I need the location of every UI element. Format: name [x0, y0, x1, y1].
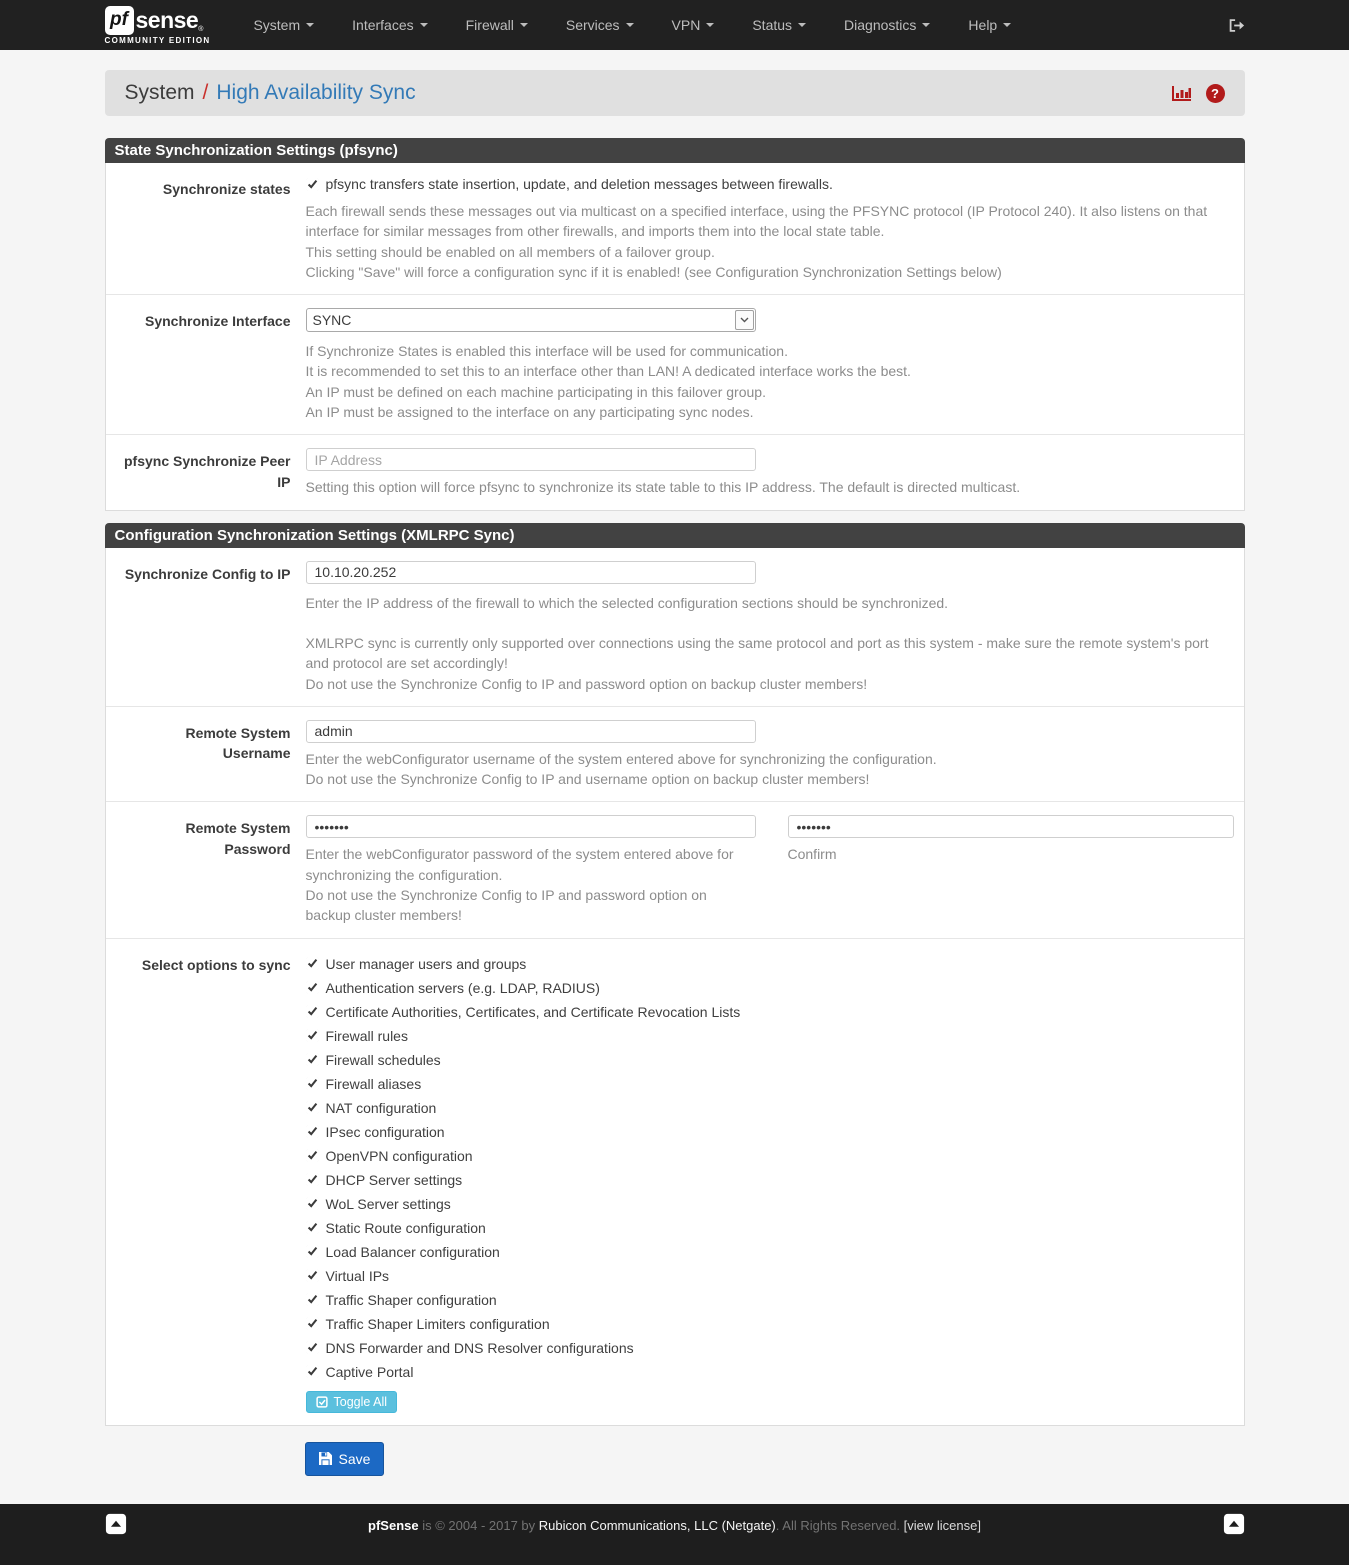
logout-icon[interactable]: [1227, 17, 1245, 34]
synchronize-interface-select[interactable]: [306, 308, 756, 332]
scroll-top-icon-left[interactable]: [105, 1513, 127, 1535]
chevron-down-icon: [922, 23, 930, 27]
pfsync-peer-ip-input[interactable]: [306, 448, 756, 471]
sync-option-load-balancer[interactable]: Load Balancer configuration: [306, 1240, 1234, 1264]
registered-mark: ®: [198, 25, 204, 33]
sync-option-checkbox[interactable]: [306, 1005, 319, 1018]
sync-option-checkbox[interactable]: [306, 1173, 319, 1186]
pfsync-panel: [105, 138, 1245, 511]
synchronize-states-row: [106, 163, 1244, 295]
save-button[interactable]: Save: [305, 1442, 385, 1476]
sync-option-firewall-schedules[interactable]: Firewall schedules: [306, 1048, 1234, 1072]
sync-option-traffic-shaper[interactable]: Traffic Shaper configuration: [306, 1288, 1234, 1312]
synchronize-interface-row: [106, 295, 1244, 435]
chevron-down-icon: [626, 23, 634, 27]
sync-option-checkbox[interactable]: [306, 1341, 319, 1354]
sync-option-dhcp[interactable]: DHCP Server settings: [306, 1168, 1234, 1192]
sync-option-user-manager[interactable]: User manager users and groups: [306, 952, 1234, 976]
confirm-label: Confirm: [787, 846, 837, 863]
status-graph-icon[interactable]: [1171, 84, 1192, 103]
remote-username-row: [106, 707, 1244, 803]
pfsync-peer-ip-row: [106, 435, 1244, 509]
floppy-disk-icon: [319, 1452, 332, 1465]
synchronize-states-checkbox-label[interactable]: pfsync transfers state insertion, update, and deletion messages between firewalls.: [306, 176, 1234, 192]
synchronize-states-checkbox[interactable]: [306, 178, 319, 191]
sync-option-firewall-rules[interactable]: Firewall rules: [306, 1024, 1234, 1048]
sync-option-checkbox[interactable]: [306, 1245, 319, 1258]
xmlrpc-panel: [105, 523, 1245, 1426]
sync-option-checkbox[interactable]: [306, 1149, 319, 1162]
sync-options-row: [106, 939, 1244, 1425]
sync-option-ipsec[interactable]: IPsec configuration: [306, 1120, 1234, 1144]
breadcrumb-separator: /: [202, 81, 209, 104]
sync-option-wol[interactable]: WoL Server settings: [306, 1192, 1234, 1216]
footer-company-link[interactable]: Rubicon Communications, LLC (Netgate): [538, 1517, 776, 1533]
pfsense-logo-pf: pf: [110, 9, 128, 30]
main-menu: [234, 0, 1030, 50]
help-text: Do not use the Synchronize Config to IP and username option on backup cluster members!: [305, 771, 870, 788]
nav-item-diagnostics[interactable]: Diagnostics: [825, 0, 949, 50]
sync-option-checkbox[interactable]: [306, 1293, 319, 1306]
sync-option-checkbox[interactable]: [306, 1317, 319, 1330]
breadcrumb: [105, 70, 1245, 116]
sync-option-checkbox[interactable]: [306, 981, 319, 994]
synchronize-interface-select-wrap: [306, 308, 756, 332]
sync-option-checkbox[interactable]: [306, 957, 319, 970]
help-text: Enter the IP address of the firewall to which the selected configuration sections should be synchronized.: [305, 594, 949, 611]
sync-option-firewall-aliases[interactable]: Firewall aliases: [306, 1072, 1234, 1096]
page-title[interactable]: High Availability Sync: [216, 81, 416, 104]
pfsense-logo[interactable]: [105, 6, 211, 45]
synchronize-states-label: Synchronize states: [162, 181, 291, 197]
chevron-down-icon: [1003, 23, 1011, 27]
remote-password-input[interactable]: [306, 815, 756, 838]
chevron-down-icon: [306, 23, 314, 27]
help-text: Setting this option will force pfsync to synchronize its state table to this IP address. The default is directed multicast.: [305, 479, 1021, 496]
scroll-top-icon-right[interactable]: [1223, 1513, 1245, 1535]
sync-option-checkbox[interactable]: [306, 1269, 319, 1282]
sync-option-certificates[interactable]: Certificate Authorities, Certificates, and Certificate Revocation Lists: [306, 1000, 1234, 1024]
sync-option-checkbox[interactable]: [306, 1101, 319, 1114]
help-text: It is recommended to set this to an interface other than LAN! A dedicated interface works the best.: [305, 363, 911, 380]
help-text: Enter the webConfigurator password of the system entered above for synchronizing the configuration.: [305, 846, 734, 883]
pfsense-logo-sense: sense: [135, 6, 199, 33]
help-icon[interactable]: ?: [1206, 84, 1225, 103]
nav-item-services[interactable]: Services: [547, 0, 653, 50]
sync-options-label: Select options to sync: [141, 956, 291, 973]
remote-password-label: Remote System Password: [185, 820, 291, 857]
help-text: If Synchronize States is enabled this interface will be used for communication.: [305, 343, 788, 360]
xmlrpc-panel-title: Configuration Synchronization Settings (XMLRPC Sync): [105, 523, 1245, 548]
nav-item-interfaces[interactable]: Interfaces: [333, 0, 446, 50]
sync-option-captive-portal[interactable]: Captive Portal: [306, 1360, 1234, 1384]
help-text: An IP must be assigned to the interface on any participating sync nodes.: [305, 404, 754, 421]
sync-option-checkbox[interactable]: [306, 1221, 319, 1234]
sync-option-openvpn[interactable]: OpenVPN configuration: [306, 1144, 1234, 1168]
help-text: XMLRPC sync is currently only supported over connections using the same protocol and port as this system - make sure the remote system's port and protocol are set accordingly!: [305, 634, 1209, 672]
remote-password-row: [106, 802, 1244, 938]
sync-config-ip-label: Synchronize Config to IP: [124, 565, 291, 582]
sync-option-nat[interactable]: NAT configuration: [306, 1096, 1234, 1120]
sync-options-list: [306, 952, 1234, 1384]
remote-password-confirm-input[interactable]: [788, 815, 1234, 838]
check-square-icon: [316, 1396, 328, 1408]
help-text: Enter the webConfigurator username of the system entered above for synchronizing the configuration.: [305, 750, 937, 767]
sync-option-traffic-shaper-limiters[interactable]: Traffic Shaper Limiters configuration: [306, 1312, 1234, 1336]
nav-item-vpn[interactable]: VPN: [653, 0, 734, 50]
pfsync-peer-ip-label: pfsync Synchronize Peer IP: [123, 453, 291, 490]
sync-option-static-route[interactable]: Static Route configuration: [306, 1216, 1234, 1240]
nav-item-status[interactable]: Status: [733, 0, 825, 50]
pfsync-panel-title: State Synchronization Settings (pfsync): [105, 138, 1245, 163]
footer-copyright: pfSense is © 2004 - 2017 by Rubicon Communications, LLC (Netgate). All Rights Reserved. [view license]: [368, 1517, 981, 1533]
remote-username-label: Remote System Username: [185, 724, 291, 762]
help-text: Do not use the Synchronize Config to IP and password option on backup cluster members!: [305, 675, 868, 692]
sync-option-checkbox[interactable]: [306, 1053, 319, 1066]
sync-config-ip-input[interactable]: [306, 561, 756, 584]
chevron-down-icon: [706, 23, 714, 27]
nav-item-system[interactable]: System: [234, 0, 333, 50]
help-text: Each firewall sends these messages out via multicast on a specified interface, using the PFSYNC protocol (IP Protocol 240). It also listens on that interface for similar messages from other firewalls, and imports them into the local state table.: [305, 203, 1208, 240]
synchronize-interface-label: Synchronize Interface: [145, 313, 291, 330]
remote-username-input[interactable]: [306, 720, 756, 743]
nav-item-help[interactable]: Help: [949, 0, 1030, 50]
pfsense-logo-box: [105, 6, 134, 35]
chevron-down-icon: [798, 23, 806, 27]
sync-option-dns[interactable]: DNS Forwarder and DNS Resolver configurations: [306, 1336, 1234, 1360]
community-edition-label: COMMUNITY EDITION: [104, 35, 211, 45]
sync-option-checkbox[interactable]: [306, 1125, 319, 1138]
sync-config-ip-row: [106, 548, 1244, 707]
view-license-link[interactable]: [view license]: [903, 1517, 981, 1533]
help-text: Do not use the Synchronize Config to IP and password option on backup cluster members!: [305, 887, 707, 924]
help-text: This setting should be enabled on all members of a failover group.: [305, 243, 715, 260]
top-navbar: [0, 0, 1349, 50]
sync-option-checkbox[interactable]: [306, 1029, 319, 1042]
sync-option-auth-servers[interactable]: Authentication servers (e.g. LDAP, RADIUS): [306, 976, 1234, 1000]
help-text: [306, 613, 1234, 633]
nav-item-firewall[interactable]: Firewall: [447, 0, 547, 50]
toggle-all-button[interactable]: Toggle All: [306, 1391, 398, 1413]
sync-option-checkbox[interactable]: [306, 1197, 319, 1210]
breadcrumb-section: System: [124, 81, 195, 104]
sync-option-checkbox[interactable]: [306, 1077, 319, 1090]
help-text: Clicking "Save" will force a configuration sync if it is enabled! (see Configuration Synchronization Settings below): [305, 263, 1002, 280]
sync-option-checkbox[interactable]: [306, 1365, 319, 1378]
chevron-down-icon: [520, 23, 528, 27]
chevron-down-icon: [420, 23, 428, 27]
help-text: An IP must be defined on each machine participating in this failover group.: [305, 383, 766, 400]
sync-option-virtual-ips[interactable]: Virtual IPs: [306, 1264, 1234, 1288]
